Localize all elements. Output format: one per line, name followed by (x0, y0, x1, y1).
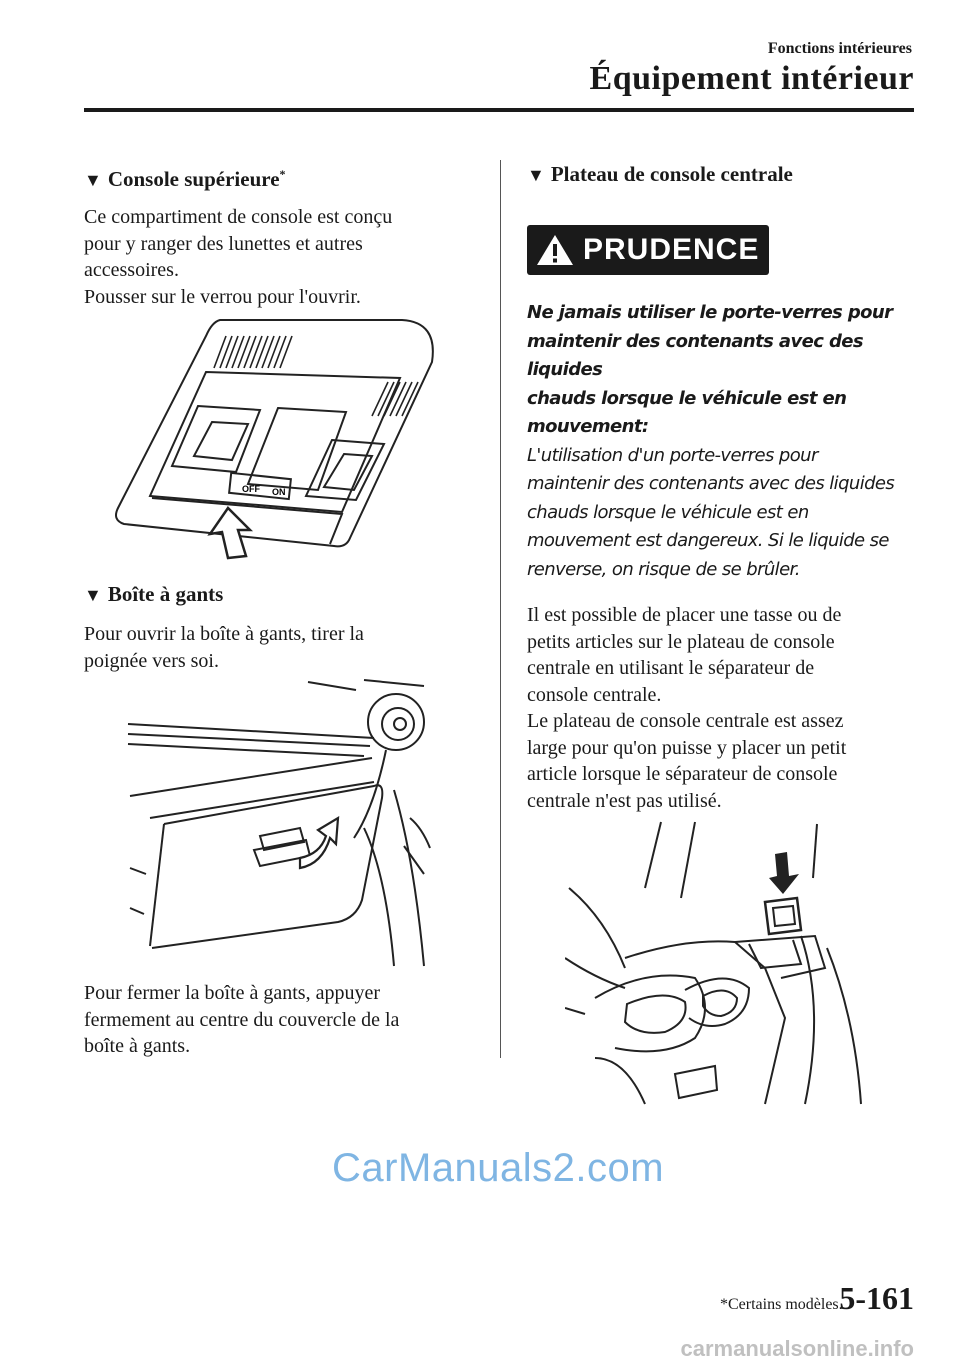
triangle-marker-icon: ▼ (84, 585, 102, 605)
overhead-console-illustration (110, 312, 450, 562)
source-watermark: carmanualsonline.info (680, 1336, 914, 1361)
warning-label: PRUDENCE (583, 233, 760, 266)
warning-text: L'utilisation d'un porte-verres pour maintenir des contenants avec des liquides chauds lorsque le véhicule est en mouvement est dangereux. Si le liquide se renverse, on risque de se brûler. (527, 444, 895, 580)
on-label: ON (272, 487, 286, 497)
right-column (527, 160, 919, 1108)
section-title: Fonctions intérieures (767, 40, 912, 57)
glove-box-open-text: Pour ouvrir la boîte à gants, tirer la poignée vers soi. (84, 623, 364, 672)
header-rule (84, 108, 914, 112)
push-arrow-icon (210, 508, 250, 558)
console-tray-text: Il est possible de placer une tasse ou de petits articles sur le plateau de console centrale en utilisant le séparateur de console centrale. Le plateau de console centrale est assez large pour qu'on puisse y placer un petit article lorsque le séparateur de console centrale n'est pas utilisé. (527, 604, 847, 812)
column-divider (500, 160, 501, 1058)
warning-block (527, 225, 919, 275)
separator-insert (765, 898, 801, 934)
footnote: *Certains modèles. (720, 1296, 843, 1313)
warning-badge (527, 225, 769, 275)
left-column (84, 160, 484, 1060)
warning-bold-text: Ne jamais utiliser le porte-verres pour maintenir des contenants avec des liquides chauds lorsque le véhicule est en mouvement: (527, 302, 893, 437)
triangle-marker-icon: ▼ (84, 170, 102, 190)
page-number: 5-161 (839, 1280, 914, 1316)
watermark: CarManuals2.com (332, 1146, 665, 1190)
heading-center-console-tray: ▼ Plateau de console centrale (527, 162, 793, 186)
off-label: OFF (242, 484, 260, 494)
chapter-title: Équipement intérieur (589, 60, 914, 97)
glove-box-close-text: Pour fermer la boîte à gants, appuyer fermement au centre du couvercle de la boîte à gants. (84, 982, 400, 1057)
triangle-marker-icon: ▼ (527, 165, 545, 185)
insert-arrow-icon (769, 852, 799, 894)
overhead-console-text: Ce compartiment de console est conçu pour y ranger des lunettes et autres accessoires. Pousser sur le verrou pour l'ouvrir. (84, 206, 393, 308)
heading-glove-box: ▼ Boîte à gants (84, 582, 224, 606)
warning-triangle-icon (535, 233, 575, 267)
pull-arrow-icon (300, 818, 338, 868)
glove-box-illustration (124, 678, 434, 968)
heading-overhead-console: ▼ Console supérieure* (84, 167, 286, 191)
center-console-illustration (565, 818, 865, 1108)
